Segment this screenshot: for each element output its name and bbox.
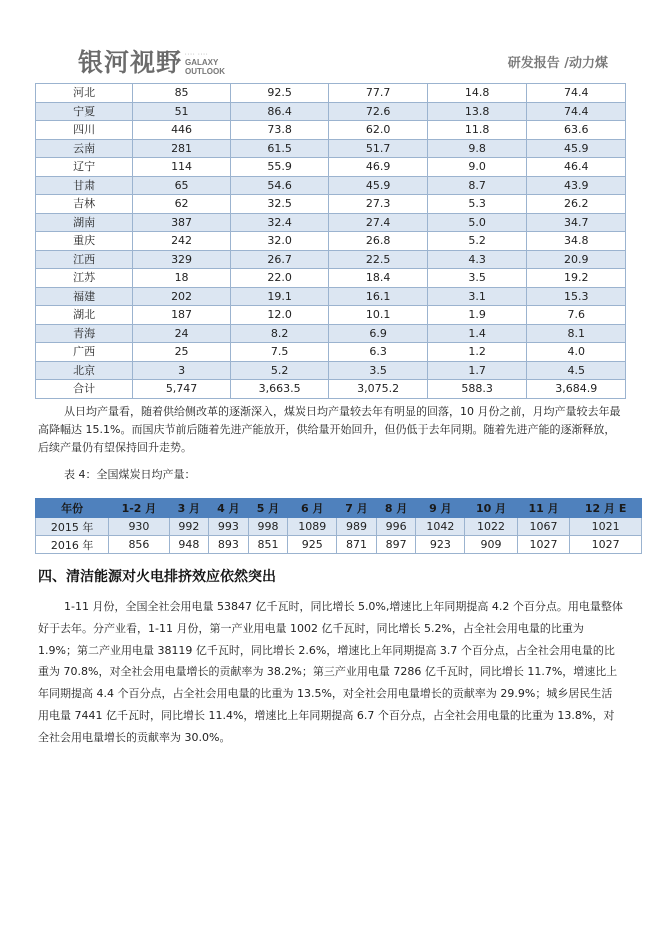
- value-cell: 14.8: [427, 84, 526, 103]
- province-cell: 云南: [36, 139, 133, 158]
- value-cell: 5.3: [427, 195, 526, 214]
- value-cell: 993: [209, 518, 249, 536]
- value-cell: 329: [133, 250, 230, 269]
- value-cell: 46.4: [527, 158, 626, 177]
- table-row: [36, 213, 626, 232]
- province-cell: 青海: [36, 324, 133, 343]
- value-cell: 74.4: [527, 84, 626, 103]
- table-row: [36, 121, 626, 140]
- value-cell: 909: [465, 536, 518, 554]
- paragraph-daily-output: 从日均产量看，随着供给侧改革的逐渐深入，煤炭日均产量较去年有明显的回落，10 月份之前，月均产量较去年最高降幅达 15.1%。而国庆节前后随着先进产能放开，供给量开始回升，但仍低于去年同期。随着先进产能的逐渐释放，后续产量仍有望保持回升走势。: [38, 405, 621, 454]
- table-header-row: [36, 499, 642, 518]
- value-cell: 3,663.5: [230, 380, 329, 399]
- value-cell: 22.5: [329, 250, 428, 269]
- value-cell: 8.1: [527, 324, 626, 343]
- table-row: [36, 158, 626, 177]
- province-cell: 北京: [36, 361, 133, 380]
- value-cell: 22.0: [230, 269, 329, 288]
- value-cell: 930: [109, 518, 169, 536]
- table-caption: 表 4：全国煤炭日均产量：: [64, 468, 196, 481]
- paragraph-electricity: 1-11 月份，全国全社会用电量 53847 亿千瓦时，同比增长 5.0%,增速比上年同期提高 4.2 个百分点。用电量整体好于去年。分产业看，1-11 月份，第一产业用电量 1002 亿千瓦时，同比增长 5.2%，占全社会用电量的比重为 1.9%；第二产业用电量 38119 亿千瓦时，同比增长 2.6%，增速比上年同期提高 3.7 个百分点，占全社会用电量的比重为 70.8%，对全社会用电量增长的贡献率为 38.2%；第三产业用电量 7286 亿千瓦时，同比增长 11.7%，增速比上年同期提高 4.4 个百分点，占全社会用电量的比重为 13.5%，对全社会用电量增长的贡献率为 29.9%；城乡居民生活用电量 7441 亿千瓦时，同比增长 11.4%，增速比上年同期提高 6.7 个百分点，占全社会用电量的比重为 13.8%，对全社会用电量增长的贡献率为 30.0%。: [38, 600, 623, 744]
- value-cell: 25: [133, 343, 230, 362]
- value-cell: 24: [133, 324, 230, 343]
- value-cell: 897: [376, 536, 416, 554]
- province-cell: 湖南: [36, 213, 133, 232]
- value-cell: 6.9: [329, 324, 428, 343]
- value-cell: 4.3: [427, 250, 526, 269]
- value-cell: 3.5: [427, 269, 526, 288]
- table-row: [36, 518, 642, 536]
- column-header: 7 月: [337, 499, 377, 518]
- value-cell: 45.9: [329, 176, 428, 195]
- value-cell: 187: [133, 306, 230, 325]
- value-cell: 1022: [465, 518, 518, 536]
- column-header: 4 月: [209, 499, 249, 518]
- section-heading: 四、清洁能源对火电排挤效应依然突出: [38, 569, 276, 585]
- value-cell: 923: [416, 536, 465, 554]
- value-cell: 11.8: [427, 121, 526, 140]
- value-cell: 5.2: [230, 361, 329, 380]
- value-cell: 55.9: [230, 158, 329, 177]
- value-cell: 34.7: [527, 213, 626, 232]
- table-row: [36, 84, 626, 103]
- page-header: [78, 48, 608, 82]
- value-cell: 65: [133, 176, 230, 195]
- value-cell: 1.9: [427, 306, 526, 325]
- value-cell: 8.7: [427, 176, 526, 195]
- province-cell: 辽宁: [36, 158, 133, 177]
- value-cell: 851: [248, 536, 288, 554]
- year-cell: 2016 年: [36, 536, 109, 554]
- value-cell: 1.4: [427, 324, 526, 343]
- value-cell: 32.4: [230, 213, 329, 232]
- value-cell: 62: [133, 195, 230, 214]
- value-cell: 62.0: [329, 121, 428, 140]
- value-cell: 20.9: [527, 250, 626, 269]
- table-row: [36, 361, 626, 380]
- value-cell: 996: [376, 518, 416, 536]
- column-header: 11 月: [517, 499, 570, 518]
- value-cell: 18: [133, 269, 230, 288]
- value-cell: 5,747: [133, 380, 230, 399]
- province-cell: 吉林: [36, 195, 133, 214]
- table-row: [36, 102, 626, 121]
- galaxy-outlook-logo: [78, 48, 225, 78]
- value-cell: 5.2: [427, 232, 526, 251]
- value-cell: 3.1: [427, 287, 526, 306]
- value-cell: 202: [133, 287, 230, 306]
- value-cell: 3.5: [329, 361, 428, 380]
- value-cell: 27.3: [329, 195, 428, 214]
- table-row: [36, 250, 626, 269]
- year-cell: 2015 年: [36, 518, 109, 536]
- value-cell: 7.5: [230, 343, 329, 362]
- column-header: 8 月: [376, 499, 416, 518]
- value-cell: 32.5: [230, 195, 329, 214]
- value-cell: 26.2: [527, 195, 626, 214]
- value-cell: 51.7: [329, 139, 428, 158]
- table-row: [36, 269, 626, 288]
- value-cell: 26.7: [230, 250, 329, 269]
- value-cell: 73.8: [230, 121, 329, 140]
- value-cell: 34.8: [527, 232, 626, 251]
- province-cell: 江苏: [36, 269, 133, 288]
- value-cell: 9.0: [427, 158, 526, 177]
- value-cell: 114: [133, 158, 230, 177]
- value-cell: 989: [337, 518, 377, 536]
- value-cell: 925: [288, 536, 337, 554]
- value-cell: 1027: [570, 536, 642, 554]
- value-cell: 446: [133, 121, 230, 140]
- value-cell: 998: [248, 518, 288, 536]
- logo-english-text: [185, 52, 225, 76]
- province-cell: 合计: [36, 380, 133, 399]
- value-cell: 856: [109, 536, 169, 554]
- value-cell: 1021: [570, 518, 642, 536]
- value-cell: 18.4: [329, 269, 428, 288]
- value-cell: 46.9: [329, 158, 428, 177]
- value-cell: 92.5: [230, 84, 329, 103]
- table-row: [36, 343, 626, 362]
- value-cell: 7.6: [527, 306, 626, 325]
- province-data-table: [35, 83, 626, 399]
- column-header: 3 月: [169, 499, 209, 518]
- value-cell: 32.0: [230, 232, 329, 251]
- value-cell: 8.2: [230, 324, 329, 343]
- value-cell: 10.1: [329, 306, 428, 325]
- province-cell: 江西: [36, 250, 133, 269]
- value-cell: 77.7: [329, 84, 428, 103]
- table-row: [36, 306, 626, 325]
- value-cell: 6.3: [329, 343, 428, 362]
- value-cell: 387: [133, 213, 230, 232]
- table-row: [36, 195, 626, 214]
- value-cell: 19.2: [527, 269, 626, 288]
- column-header: 年份: [36, 499, 109, 518]
- province-cell: 甘肃: [36, 176, 133, 195]
- column-header: 12 月 E: [570, 499, 642, 518]
- value-cell: 871: [337, 536, 377, 554]
- value-cell: 43.9: [527, 176, 626, 195]
- value-cell: 1.2: [427, 343, 526, 362]
- value-cell: 242: [133, 232, 230, 251]
- value-cell: 1042: [416, 518, 465, 536]
- province-cell: 重庆: [36, 232, 133, 251]
- logo-en-line2: OUTLOOK: [185, 67, 226, 76]
- province-cell: 湖北: [36, 306, 133, 325]
- value-cell: 85: [133, 84, 230, 103]
- value-cell: 992: [169, 518, 209, 536]
- value-cell: 19.1: [230, 287, 329, 306]
- value-cell: 26.8: [329, 232, 428, 251]
- value-cell: 9.8: [427, 139, 526, 158]
- value-cell: 1089: [288, 518, 337, 536]
- table-row: [36, 287, 626, 306]
- column-header: 10 月: [465, 499, 518, 518]
- value-cell: 3,684.9: [527, 380, 626, 399]
- value-cell: 1.7: [427, 361, 526, 380]
- province-cell: 福建: [36, 287, 133, 306]
- value-cell: 63.6: [527, 121, 626, 140]
- column-header: 5 月: [248, 499, 288, 518]
- table-row: [36, 139, 626, 158]
- value-cell: 16.1: [329, 287, 428, 306]
- table-row: [36, 176, 626, 195]
- province-cell: 宁夏: [36, 102, 133, 121]
- logo-dots: ···· ····: [185, 52, 209, 58]
- value-cell: 45.9: [527, 139, 626, 158]
- value-cell: 893: [209, 536, 249, 554]
- value-cell: 4.5: [527, 361, 626, 380]
- value-cell: 3: [133, 361, 230, 380]
- province-cell: 四川: [36, 121, 133, 140]
- value-cell: 86.4: [230, 102, 329, 121]
- column-header: 9 月: [416, 499, 465, 518]
- value-cell: 74.4: [527, 102, 626, 121]
- province-cell: 广西: [36, 343, 133, 362]
- value-cell: 1067: [517, 518, 570, 536]
- value-cell: 61.5: [230, 139, 329, 158]
- value-cell: 27.4: [329, 213, 428, 232]
- table-row: [36, 232, 626, 251]
- value-cell: 948: [169, 536, 209, 554]
- report-category: 研发报告 /动力煤: [507, 56, 608, 71]
- column-header: 1-2 月: [109, 499, 169, 518]
- logo-en-line1: GALAXY: [185, 58, 219, 67]
- value-cell: 72.6: [329, 102, 428, 121]
- table-total-row: [36, 380, 626, 399]
- table-row: [36, 536, 642, 554]
- value-cell: 15.3: [527, 287, 626, 306]
- value-cell: 51: [133, 102, 230, 121]
- value-cell: 588.3: [427, 380, 526, 399]
- value-cell: 281: [133, 139, 230, 158]
- value-cell: 54.6: [230, 176, 329, 195]
- column-header: 6 月: [288, 499, 337, 518]
- value-cell: 4.0: [527, 343, 626, 362]
- table-row: [36, 324, 626, 343]
- value-cell: 1027: [517, 536, 570, 554]
- value-cell: 5.0: [427, 213, 526, 232]
- value-cell: 13.8: [427, 102, 526, 121]
- daily-output-table: [35, 498, 642, 554]
- logo-chinese-text: 银河视野: [78, 48, 183, 77]
- value-cell: 3,075.2: [329, 380, 428, 399]
- province-cell: 河北: [36, 84, 133, 103]
- value-cell: 12.0: [230, 306, 329, 325]
